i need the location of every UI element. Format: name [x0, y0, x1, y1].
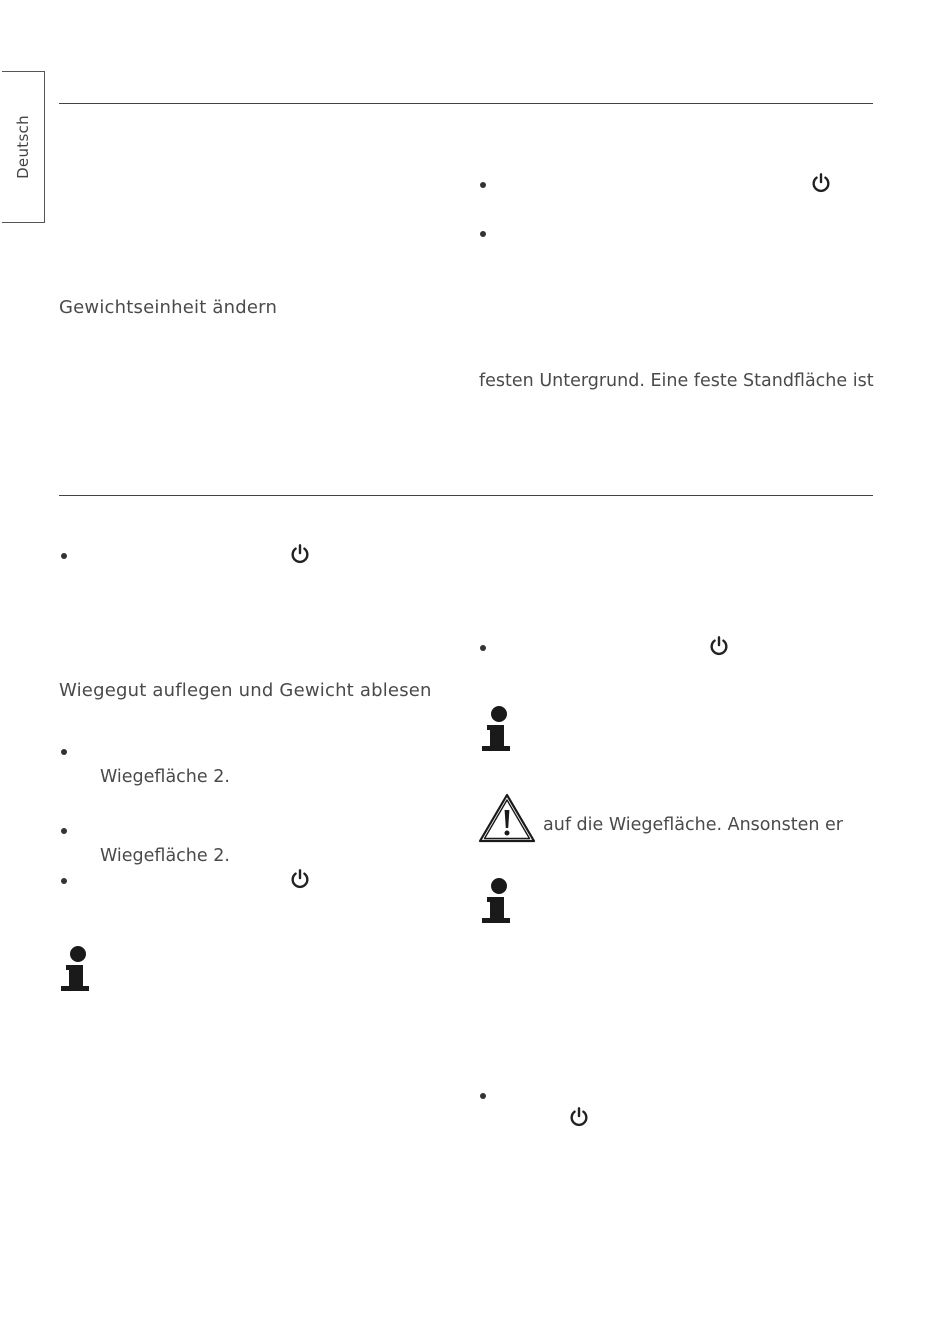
bullet	[480, 182, 486, 188]
middle-rule	[59, 495, 873, 496]
floor-text: festen Untergrund. Eine feste Standfläche ist	[479, 371, 874, 391]
warning-icon	[478, 793, 536, 843]
power-icon	[289, 868, 311, 890]
language-tab	[2, 71, 45, 223]
language-tab-label: Deutsch	[14, 115, 32, 179]
info-icon	[479, 878, 521, 924]
bullet	[480, 231, 486, 237]
power-icon	[289, 543, 311, 565]
info-icon	[58, 946, 100, 992]
bullet	[61, 553, 67, 559]
power-icon	[708, 635, 730, 657]
bullet	[480, 1093, 486, 1099]
info-icon	[479, 706, 521, 752]
bullet	[61, 878, 67, 884]
warning-text: auf die Wiegefläche. Ansonsten er	[543, 815, 843, 835]
power-icon	[810, 172, 832, 194]
section-heading-unit: Gewichtseinheit ändern	[59, 297, 278, 318]
step-text: Wiegefläche 2.	[100, 846, 230, 866]
bullet	[480, 645, 486, 651]
power-icon	[568, 1106, 590, 1128]
bullet	[61, 828, 67, 834]
top-rule	[59, 103, 873, 104]
bullet	[61, 749, 67, 755]
step-text: Wiegefläche 2.	[100, 767, 230, 787]
section-heading-weigh: Wiegegut auflegen und Gewicht ablesen	[59, 680, 432, 701]
